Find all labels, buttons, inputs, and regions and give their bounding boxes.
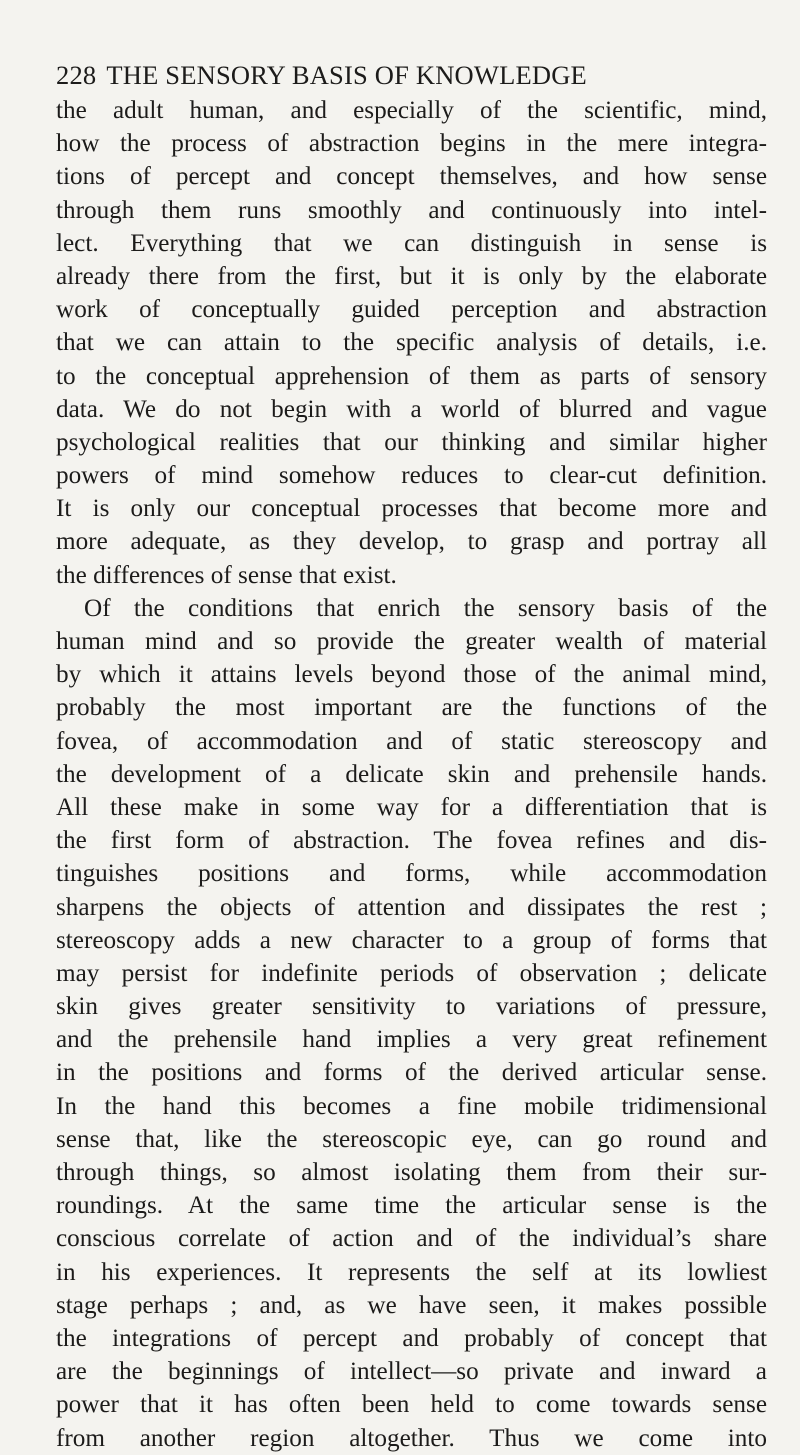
text-line: already there from the first, but it is only by the elaborate xyxy=(56,262,767,290)
text-line: the differences of sense that exist. xyxy=(56,561,397,589)
text-line: roundings. At the same time the articular sense is the xyxy=(56,1192,767,1220)
text-line: psychological realities that our thinking and similar higher xyxy=(56,428,767,456)
text-line: conscious correlate of action and of the individual’s share xyxy=(56,1225,767,1253)
text-line: the integrations of percept and probably of concept that xyxy=(56,1324,767,1352)
text-line: work of conceptually guided perception and abstraction xyxy=(56,296,767,324)
text-line: from another region altogether. Thus we come into xyxy=(56,1424,767,1452)
text-line: tions of percept and concept themselves, and how sense xyxy=(56,163,767,191)
text-line: by which it attains levels beyond those of the animal mind, xyxy=(56,661,767,689)
text-line: to the conceptual apprehension of them as parts of sensory xyxy=(56,362,767,390)
running-head xyxy=(56,58,767,92)
text-line: tinguishes positions and forms, while accommodation xyxy=(56,860,767,888)
text-line: skin gives greater sensitivity to variations of pressure, xyxy=(56,993,767,1021)
running-title: THE SENSORY BASIS OF KNOWLEDGE xyxy=(106,60,587,90)
text-line: fovea, of accommodation and of static stereoscopy and xyxy=(56,727,767,755)
text-line: power that it has often been held to come towards sense xyxy=(56,1391,767,1419)
text-line: the development of a delicate skin and prehensile hands. xyxy=(56,760,767,788)
text-line: may persist for indefinite periods of observation ; delicate xyxy=(56,959,767,987)
text-line: through them runs smoothly and continuously into intel- xyxy=(56,196,767,224)
text-line: sharpens the objects of attention and dissipates the rest ; xyxy=(56,893,767,921)
text-line: that we can attain to the specific analysis of details, i.e. xyxy=(56,329,767,357)
text-line: the adult human, and especially of the scientific, mind, xyxy=(56,97,767,124)
text-line: stage perhaps ; and, as we have seen, it makes possible xyxy=(56,1291,767,1319)
text-line: in his experiences. It represents the self at its lowliest xyxy=(56,1258,767,1286)
text-line: lect. Everything that we can distinguish in sense is xyxy=(56,229,767,257)
text-line: In the hand this becomes a fine mobile tridimensional xyxy=(56,1092,767,1120)
paragraph-1 xyxy=(56,94,767,592)
text-line: Of the conditions that enrich the sensory basis of the xyxy=(84,594,767,622)
book-page xyxy=(56,58,767,1455)
text-line: powers of mind somehow reduces to clear-cut definition. xyxy=(56,462,767,490)
text-line: sense that, like the stereoscopic eye, can go round and xyxy=(56,1125,767,1153)
text-line: how the process of abstraction begins in the mere integra- xyxy=(56,130,767,158)
page-number: 228 xyxy=(56,60,97,90)
text-line: probably the most important are the functions of the xyxy=(56,694,767,722)
text-line: stereoscopy adds a new character to a group of forms that xyxy=(56,926,767,954)
text-line: through things, so almost isolating them from their sur- xyxy=(56,1159,767,1186)
text-line: It is only our conceptual processes that become more and xyxy=(56,495,767,523)
body-text xyxy=(56,94,767,1455)
text-line: human mind and so provide the greater wealth of material xyxy=(56,628,767,655)
text-line: and the prehensile hand implies a very great refinement xyxy=(56,1026,767,1054)
text-line: are the beginnings of intellect—so private and inward a xyxy=(56,1358,767,1386)
text-line: All these make in some way for a differentiation that is xyxy=(56,793,767,821)
paragraph-2 xyxy=(56,592,767,1455)
text-line: more adequate, as they develop, to grasp and portray all xyxy=(56,528,767,556)
text-line: in the positions and forms of the derived articular sense. xyxy=(56,1059,767,1087)
text-line: the first form of abstraction. The fovea refines and dis- xyxy=(56,827,767,855)
text-line: data. We do not begin with a world of blurred and vague xyxy=(56,395,767,423)
